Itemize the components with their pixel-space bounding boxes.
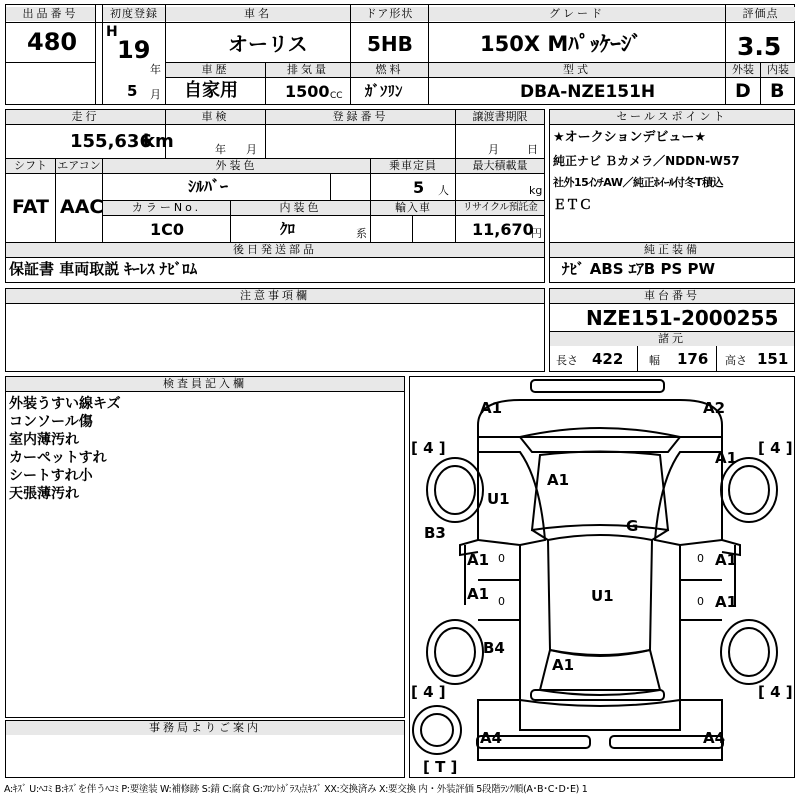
divider xyxy=(165,77,795,78)
transfer-label: 譲渡書期限 xyxy=(456,110,544,124)
registration-label: 登録番号 xyxy=(266,110,455,124)
tire-mark-rl: [ 4 ] xyxy=(411,683,446,701)
comment-line: 室内薄汚れ xyxy=(9,432,79,448)
reg-month: 5 xyxy=(127,82,138,100)
int-grade-label: 内装 xyxy=(761,63,795,77)
divider xyxy=(549,124,795,125)
import-label: 輸入車 xyxy=(371,201,455,215)
int-color-unit: 系 xyxy=(356,227,367,240)
max-load-label: 最大積載量 xyxy=(456,159,544,173)
length-label: 長さ xyxy=(556,354,578,367)
damage-mark: A4 xyxy=(703,729,726,747)
equipment: ﾅﾋﾞ ABS ｴｱB PS PW xyxy=(562,260,716,278)
equipment-label: 純正装備 xyxy=(550,243,794,257)
height: 151 xyxy=(757,350,789,368)
reg-year: 19 xyxy=(117,36,151,64)
inspector-comments xyxy=(9,395,121,503)
damage-mark: A1 xyxy=(547,471,570,489)
divider xyxy=(102,215,545,216)
shift-label: シフト xyxy=(6,159,55,173)
damage-mark: A1 xyxy=(715,449,738,467)
fuel: ｶﾞｿﾘﾝ xyxy=(365,82,403,100)
ac-label: エアコン xyxy=(57,159,101,172)
color-no-label: カラーNo. xyxy=(103,201,230,215)
car-diagram xyxy=(409,376,795,778)
shift: FAT xyxy=(12,196,49,218)
dims-label: 諸元 xyxy=(550,332,794,346)
damage-mark: U1 xyxy=(487,490,510,508)
divider xyxy=(5,124,545,125)
divider xyxy=(549,303,795,304)
inspection-month-unit: 月 xyxy=(246,143,257,156)
capacity: 5 xyxy=(413,178,425,197)
sales-point-line: 社外15ｲﾝﾁAW／純正ﾎｲｰﾙ付冬T積込 xyxy=(553,176,723,189)
divider xyxy=(637,345,638,372)
sales-points-label: セールスポイント xyxy=(550,110,794,124)
chassis-number: NZE151-2000255 xyxy=(586,306,779,330)
comment-line: 天張薄汚れ xyxy=(9,486,79,502)
car-name: オーリス xyxy=(228,32,308,56)
door-mark: 0 xyxy=(498,595,505,608)
divider xyxy=(5,391,405,392)
door-type: 5HB xyxy=(367,32,413,56)
month-unit: 月 xyxy=(150,88,161,101)
lot-number: 480 xyxy=(27,28,78,56)
recycle-unit: 円 xyxy=(531,227,542,240)
ext-grade-label: 外装 xyxy=(726,63,760,77)
damage-mark: G xyxy=(626,517,639,535)
damage-legend: A:ｷｽﾞ U:ﾍｺﾐ B:ｷｽﾞを伴うﾍｺﾐ P:要塗装 W:補修跡 S:錆 C:腐食 G:ﾌﾛﾝﾄｶﾞﾗｽ点ｷｽﾞ XX:交換済み X:要交換 内・外装評価 5段階ﾗﾝｸ順(A･B･C･D･E) 1 xyxy=(4,784,588,795)
inspection-year-unit: 年 xyxy=(215,143,226,156)
lot-label: 出品番号 xyxy=(6,7,95,21)
later-parts: 保証書 車両取説 ｷｰﾚｽ ﾅﾋﾞﾛﾑ xyxy=(9,260,198,278)
history-label: 車歴 xyxy=(166,63,265,77)
door-mark: 0 xyxy=(697,595,704,608)
divider xyxy=(5,303,545,304)
sales-point-line: ★オークションデビュー★ xyxy=(553,130,707,145)
max-load-unit: kg xyxy=(529,184,543,197)
score-label: 評価点 xyxy=(726,7,795,21)
divider xyxy=(5,22,795,23)
ac: AAC xyxy=(60,196,104,218)
divider xyxy=(330,173,331,200)
notes-label: 注意事項欄 xyxy=(6,289,544,303)
ext-color-label: 外装色 xyxy=(103,159,370,173)
damage-mark: B3 xyxy=(424,524,446,542)
divider xyxy=(5,257,545,258)
height-label: 高さ xyxy=(725,354,747,367)
car-name-label: 車名 xyxy=(166,7,350,21)
damage-mark: B4 xyxy=(483,639,505,657)
model-label: 型式 xyxy=(429,63,725,77)
era: H xyxy=(106,24,118,40)
spare-tire-mark: [ T ] xyxy=(423,758,458,776)
ext-color: ｼﾙﾊﾞｰ xyxy=(188,177,229,196)
recycle-label: リサイクル預託金 xyxy=(456,201,544,215)
grade-label: グレード xyxy=(429,7,725,21)
inspector-label: 検査員記入欄 xyxy=(6,377,404,391)
inspection-label: 車検 xyxy=(166,110,265,124)
door-mark: 0 xyxy=(498,552,505,565)
damage-mark: A1 xyxy=(480,399,503,417)
fuel-label: 燃料 xyxy=(351,63,428,77)
first-reg-label: 初度登録 xyxy=(103,7,165,21)
tire-mark-fl: [ 4 ] xyxy=(411,439,446,457)
chassis-label: 車台番号 xyxy=(550,289,794,303)
mileage: 155,636 xyxy=(70,131,152,152)
mileage-label: 走行 xyxy=(6,110,165,124)
score: 3.5 xyxy=(737,32,782,61)
door-label: ドア形状 xyxy=(351,7,428,21)
door-mark: 0 xyxy=(697,552,704,565)
damage-mark: A2 xyxy=(703,399,726,417)
recycle: 11,670 xyxy=(472,220,534,239)
comment-line: 外装うすい線キズ xyxy=(9,396,121,412)
damage-mark: A1 xyxy=(467,551,490,569)
width-label: 幅 xyxy=(649,354,660,367)
damage-mark: A1 xyxy=(715,593,738,611)
length: 422 xyxy=(592,350,624,368)
damage-mark: A1 xyxy=(552,656,575,674)
ext-grade: D xyxy=(735,80,751,102)
displacement: 1500 xyxy=(285,82,330,101)
sales-point-line: ＥＴＣ xyxy=(553,198,593,213)
divider xyxy=(95,4,96,105)
capacity-unit: 人 xyxy=(438,184,449,197)
transfer-month-unit: 月 xyxy=(488,143,499,156)
divider xyxy=(549,257,795,258)
transfer-day-unit: 日 xyxy=(527,143,538,156)
color-no: 1C0 xyxy=(150,220,185,239)
displacement-label: 排気量 xyxy=(266,63,350,77)
mileage-unit: km xyxy=(143,131,174,152)
width: 176 xyxy=(677,350,709,368)
comment-line: カーペットすれ xyxy=(9,450,107,466)
divider xyxy=(5,173,545,174)
comment-line: シートすれ小 xyxy=(9,468,93,484)
grade: 150X Mﾊﾟｯｹｰｼﾞ xyxy=(480,32,642,56)
divider xyxy=(716,345,717,372)
office-label: 事務局よりご案内 xyxy=(6,721,404,735)
int-grade: B xyxy=(770,80,785,102)
damage-mark: U1 xyxy=(591,587,614,605)
capacity-label: 乗車定員 xyxy=(371,159,455,173)
damage-mark: A4 xyxy=(480,729,503,747)
history: 自家用 xyxy=(184,80,238,101)
tire-mark-fr: [ 4 ] xyxy=(758,439,793,457)
damage-mark: A1 xyxy=(467,585,490,603)
damage-mark: A1 xyxy=(715,551,738,569)
int-color-label: 内装色 xyxy=(231,201,370,215)
divider xyxy=(5,62,95,63)
displacement-unit: CC xyxy=(330,91,343,101)
divider xyxy=(412,215,413,242)
year-unit: 年 xyxy=(150,63,161,76)
comment-line: コンソール傷 xyxy=(9,414,93,430)
model: DBA-NZE151H xyxy=(520,82,656,102)
int-color: ｸﾛ xyxy=(280,220,296,238)
sales-point-line: 純正ナビ Ｂカメラ／NDDN-W57 xyxy=(553,154,740,168)
later-parts-label: 後日発送部品 xyxy=(6,243,544,257)
tire-mark-rr: [ 4 ] xyxy=(758,683,793,701)
